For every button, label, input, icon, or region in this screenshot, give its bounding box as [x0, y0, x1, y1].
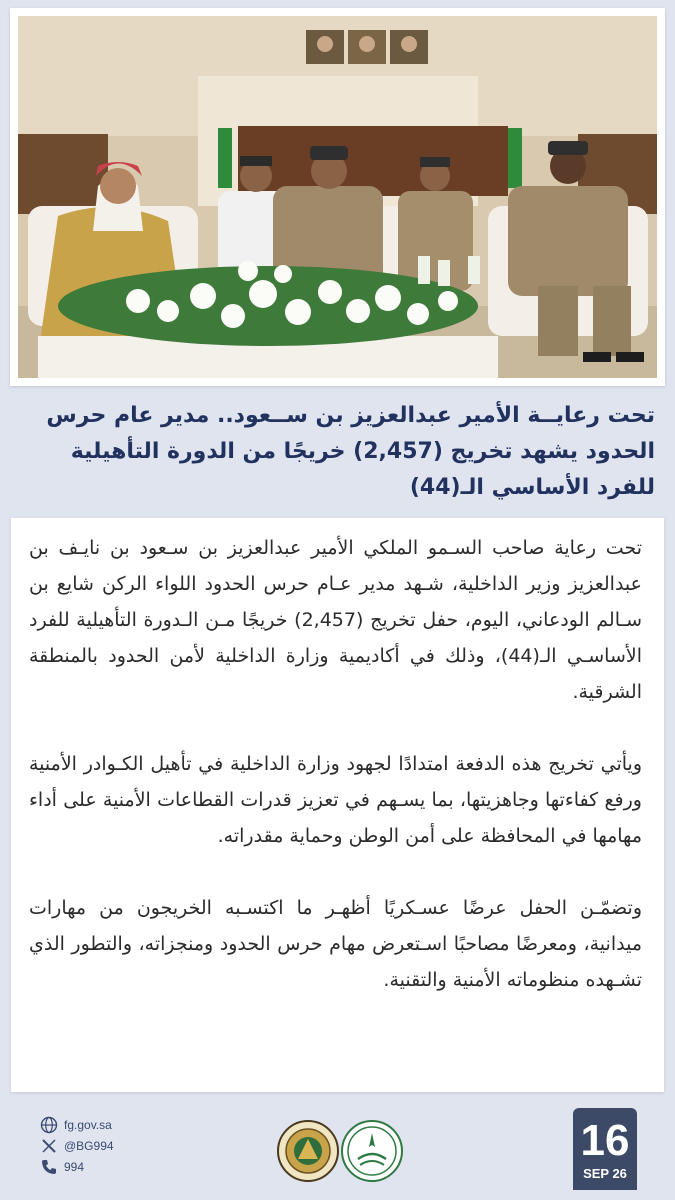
x-handle-text: @BG994	[64, 1138, 114, 1153]
paragraph-3: وتضمّـن الحفل عرضًا عسـكريًا أظهـر ما اكتسـبه الخريجون من مهارات ميدانية، ومعرضًا مصاحبًا اسـتعرض مهام حرس الحدود ومنجزاته، والتطور الذي تشـهده منظوماته الأمنية والتقنية.	[29, 897, 642, 991]
ceremony-photo	[18, 16, 657, 378]
phone-link[interactable]	[40, 1156, 114, 1177]
paragraph-2: ويأتي تخريج هذه الدفعة امتدادًا لجهود وزارة الداخلية في تأهيل الكـوادر الأمنية ورفع كفاءتها وجاهزيتها، بما يسـهم في تعزيز قدرات القطاعات الأمنية على أداء مهامها في المحافظة على أمن الوطن وحماية مقدراته.	[29, 753, 642, 847]
globe-icon	[40, 1116, 58, 1134]
paragraph-1: تحت رعاية صاحب السـمو الملكي الأمير عبدالعزيز بن سـعود بن نايـف بن عبدالعزيز وزير الداخلية، شـهد مدير عـام حرس الحدود اللواء الركن شايع بن سـالم الودعاني، اليوم، حفل تخريج (2,457) خريجًا مـن الـدورة التأهيلية للفرد الأساسـي الـ(44)، وذلك في أكاديمية وزارة الداخلية لأمن الحدود بالمنطقة الشرقية.	[29, 537, 643, 703]
interior-ministry-emblem	[340, 1119, 404, 1183]
date-month-year: SEP 26	[583, 1166, 627, 1181]
date-badge	[573, 1108, 637, 1190]
x-logo-icon	[40, 1137, 58, 1155]
article-body	[11, 518, 664, 1092]
footer-links	[40, 1114, 114, 1177]
x-link[interactable]	[40, 1135, 114, 1156]
date-day: 16	[580, 1116, 630, 1165]
phone-icon	[40, 1158, 58, 1176]
photo-frame	[10, 8, 665, 386]
website-link[interactable]	[40, 1114, 114, 1135]
website-text: fg.gov.sa	[64, 1117, 112, 1132]
headline: تحت رعايــة الأمير عبدالعزيز بن ســعود.. مدير عام حرس الحدود يشهد تخريج (2,457) خريجًا من الدورة التأهيلية للفرد الأساسي الـ(44)	[46, 403, 655, 500]
phone-text: 994	[64, 1159, 85, 1174]
border-guard-emblem	[276, 1119, 340, 1183]
